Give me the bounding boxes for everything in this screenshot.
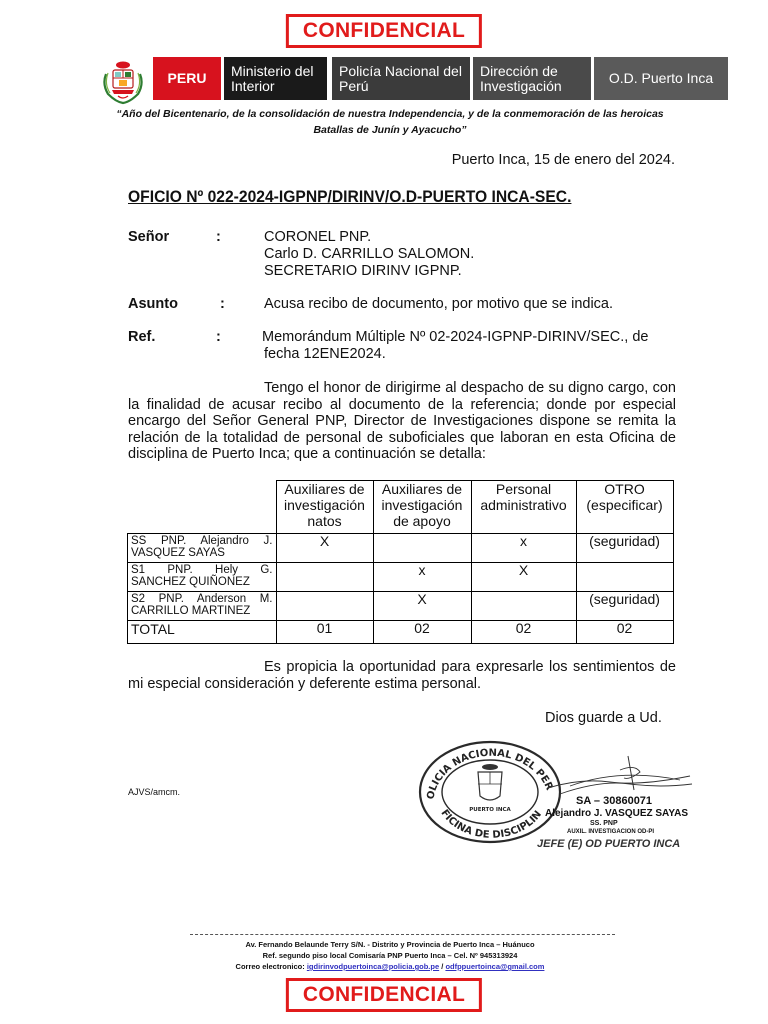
table-row-name: SS PNP. Alejandro J. VASQUEZ SAYAS xyxy=(128,534,277,563)
table-header-cell: Auxiliares de investigación de apoyo xyxy=(373,481,471,534)
footer-email-link-2[interactable]: odfppuertoinca@gmail.com xyxy=(445,962,545,971)
header-direccion-label: Dirección de Investigación xyxy=(480,62,562,94)
addressee-line-2: Carlo D. CARRILLO SALOMON. xyxy=(264,246,475,262)
header-ministerio-label: Ministerio del Interior xyxy=(231,62,314,94)
year-motto: “Año del Bicentenario, de la consolidación de nuestra Independencia, y de la conmemoración de las heroicas Batallas de Junín y Ayacucho” xyxy=(116,108,664,136)
header-policia-label: Policía Nacional del Perú xyxy=(339,62,462,94)
reference-colon: : xyxy=(216,329,221,345)
table-cell: x xyxy=(471,534,576,563)
header-peru-label: PERU xyxy=(167,70,207,86)
signature-role: AUXIL. INVESTIGACION OD-PI xyxy=(567,829,655,835)
signature-icon xyxy=(540,750,700,800)
footer-email xyxy=(150,962,630,972)
table-cell xyxy=(276,563,373,592)
addressee-line-1: CORONEL PNP. xyxy=(264,229,372,245)
coat-of-arms-icon xyxy=(98,56,148,106)
table-row-name: S2 PNP. Anderson M. CARRILLO MARTINEZ xyxy=(128,592,277,621)
header-ministerio xyxy=(224,57,327,100)
personnel-table xyxy=(127,480,674,644)
header-od-label: O.D. Puerto Inca xyxy=(608,70,714,86)
table-total-cell: 01 xyxy=(276,621,373,644)
closing-paragraph: Es propicia la oportunidad para expresarle los sentimientos de mi especial consideración y deferente estima personal. xyxy=(128,659,676,692)
signature-name: Alejandro J. VASQUEZ SAYAS xyxy=(545,808,689,819)
table-row xyxy=(128,592,674,621)
table-header-cell: Auxiliares de investigación natos xyxy=(276,481,373,534)
addressee-colon: : xyxy=(216,229,221,245)
subject-text: Acusa recibo de documento, por motivo que se indica. xyxy=(264,296,614,312)
signature-chief: JEFE (E) OD PUERTO INCA xyxy=(537,838,681,850)
signature-cip: SA – 30860071 xyxy=(576,795,653,807)
table-total-label: TOTAL xyxy=(128,621,277,644)
subject-label: Asunto xyxy=(128,296,178,312)
table-row-name: S1 PNP. Hely G. SANCHEZ QUIÑONEZ xyxy=(128,563,277,592)
reference-label: Ref. xyxy=(128,329,156,345)
stamp-top-text: OLICIA NACIONAL DEL PER xyxy=(425,747,555,801)
date-line: Puerto Inca, 15 de enero del 2024. xyxy=(451,152,675,168)
subject-colon: : xyxy=(220,296,225,312)
table-cell: x xyxy=(373,563,471,592)
table-cell xyxy=(471,592,576,621)
table-total-cell: 02 xyxy=(373,621,471,644)
table-cell: X xyxy=(471,563,576,592)
svg-text:POLICIA NACIONAL DEL PERU xyxy=(412,738,555,800)
table-total-row xyxy=(128,621,674,644)
table-row xyxy=(128,534,674,563)
table-cell: (seguridad) xyxy=(576,592,673,621)
initials: AJVS/amcm. xyxy=(128,787,181,797)
addressee-label: Señor xyxy=(128,229,170,245)
table-cell xyxy=(276,592,373,621)
table-cell xyxy=(373,534,471,563)
stamp-bottom-text: FICINA DE DISCIPLIN xyxy=(438,807,544,841)
header-od xyxy=(594,57,728,100)
table-header-cell: Personal administrativo xyxy=(471,481,576,534)
header-peru xyxy=(153,57,221,100)
confidential-label-bottom: CONFIDENCIAL xyxy=(286,978,482,1012)
header-policia xyxy=(332,57,470,100)
signature-rank: SS. PNP xyxy=(590,820,618,827)
table-corner xyxy=(128,481,277,534)
table-total-cell: 02 xyxy=(471,621,576,644)
table-cell: X xyxy=(276,534,373,563)
farewell: Dios guarde a Ud. xyxy=(545,710,662,726)
table-header-cell: OTRO (especificar) xyxy=(576,481,673,534)
reference-line-1: Memorándum Múltiple Nº 02-2024-IGPNP-DIRINV/SEC., de xyxy=(262,329,649,345)
document-title: OFICIO Nº 022-2024-IGPNP/DIRINV/O.D-PUERTO INCA-SEC. xyxy=(128,187,572,206)
header-direccion xyxy=(473,57,591,100)
confidential-label-top: CONFIDENCIAL xyxy=(286,14,482,48)
body-paragraph: Tengo el honor de dirigirme al despacho de su digno cargo, con la finalidad de acusar recibo al documento de la referencia; donde por especial encargo del Señor General PNP, Director de Investigaciones dispone se remita la relación de la totalidad de personal de suboficiales que laboran en esta Oficina de disciplina de Puerto Inca; que a continuación se detalla: xyxy=(128,380,676,462)
table-total-cell: 02 xyxy=(576,621,673,644)
footer-email-label: Correo electronico: xyxy=(235,962,305,971)
stamp-center-text: PUERTO INCA xyxy=(469,807,511,813)
footer-address: Av. Fernando Belaunde Terry S/N. - Distrito y Provincia de Puerto Inca – Huánuco xyxy=(245,940,535,949)
reference-line-2: fecha 12ENE2024. xyxy=(264,346,386,362)
table-header-row xyxy=(128,481,674,534)
footer-divider xyxy=(190,934,615,935)
table-cell: X xyxy=(373,592,471,621)
footer-email-link-1[interactable]: igdirinvodpuertoinca@policia.gob.pe xyxy=(306,962,440,971)
footer-email-separator: / xyxy=(441,962,444,971)
addressee-line-3: SECRETARIO DIRINV IGPNP. xyxy=(264,263,462,279)
table-row xyxy=(128,563,674,592)
table-cell: (seguridad) xyxy=(576,534,673,563)
table-cell xyxy=(576,563,673,592)
footer-reference: Ref. segundo piso local Comisaría PNP Puerto Inca – Cel. Nº 945313924 xyxy=(262,951,518,960)
